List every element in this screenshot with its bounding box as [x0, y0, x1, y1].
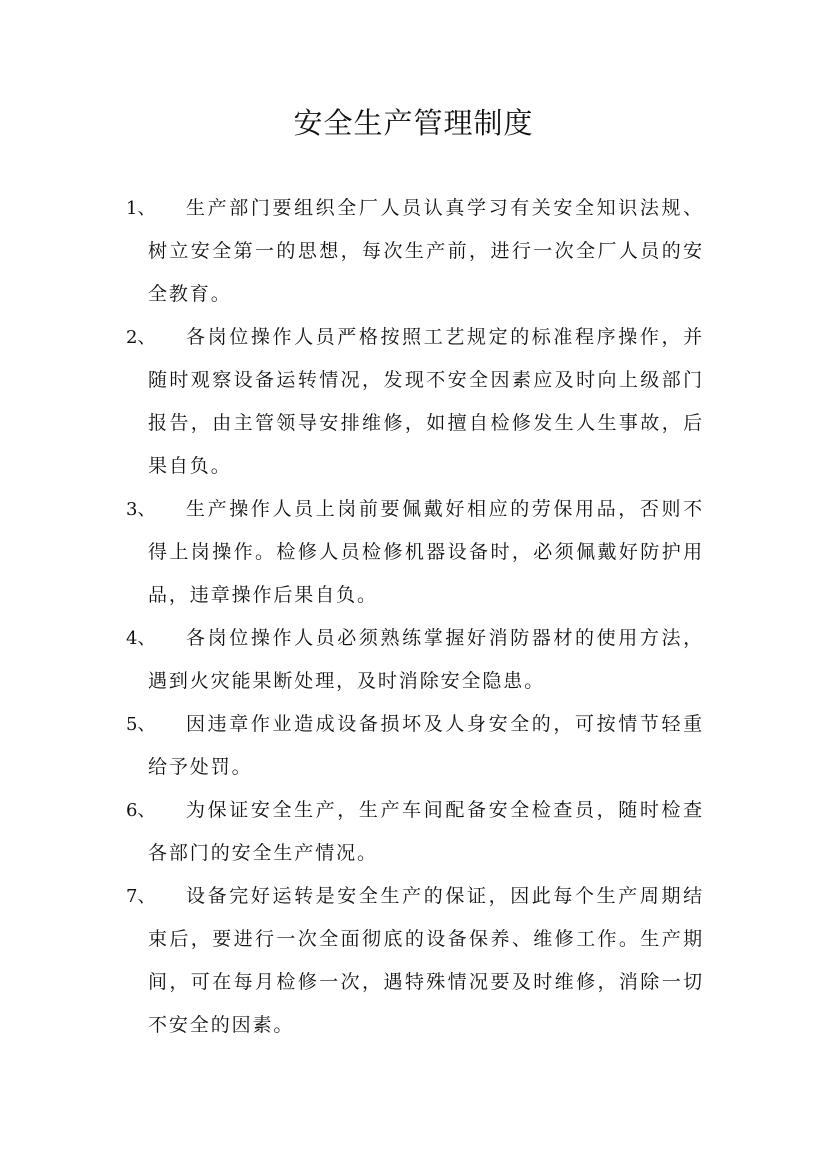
rule-number: 3、	[126, 499, 156, 520]
rules-list	[0, 187, 827, 1047]
rule-text: 为保证安全生产，生产车间配备安全检查员，随时检查各部门的安全生产情况。	[148, 799, 704, 864]
rule-item-4	[0, 617, 827, 703]
rule-number: 2、	[126, 327, 156, 348]
rule-text: 生产部门要组织全厂人员认真学习有关安全知识法规、树立安全第一的思想，每次生产前，进行一次全厂人员的安全教育。	[148, 197, 704, 305]
rule-item-5	[0, 703, 827, 789]
rule-number: 5、	[126, 714, 156, 735]
rule-text: 设备完好运转是安全生产的保证，因此每个生产周期结束后，要进行一次全面彻底的设备保养、维修工作。生产期间，可在每月检修一次，遇特殊情况要及时维修，消除一切不安全的因素。	[148, 885, 704, 1036]
rule-number: 7、	[126, 886, 156, 907]
rule-item-7	[0, 875, 827, 1047]
rule-item-3	[0, 488, 827, 617]
rule-text: 各岗位操作人员必须熟练掌握好消防器材的使用方法，遇到火灾能果断处理，及时消除安全隐患。	[148, 627, 704, 692]
rule-text: 因违章作业造成设备损坏及人身安全的，可按情节轻重给予处罚。	[148, 713, 704, 778]
rule-number: 4、	[126, 628, 156, 649]
rule-number: 1、	[126, 198, 156, 219]
rule-item-1	[0, 187, 827, 316]
rule-item-2	[0, 316, 827, 488]
rule-text: 各岗位操作人员严格按照工艺规定的标准程序操作，并随时观察设备运转情况，发现不安全因素应及时向上级部门报告，由主管领导安排维修，如擅自检修发生人生事故，后果自负。	[148, 326, 704, 477]
rule-text: 生产操作人员上岗前要佩戴好相应的劳保用品，否则不得上岗操作。检修人员检修机器设备时，必须佩戴好防护用品，违章操作后果自负。	[148, 498, 704, 606]
rule-item-6	[0, 789, 827, 875]
rule-number: 6、	[126, 800, 156, 821]
document-title: 安全生产管理制度	[293, 106, 534, 140]
